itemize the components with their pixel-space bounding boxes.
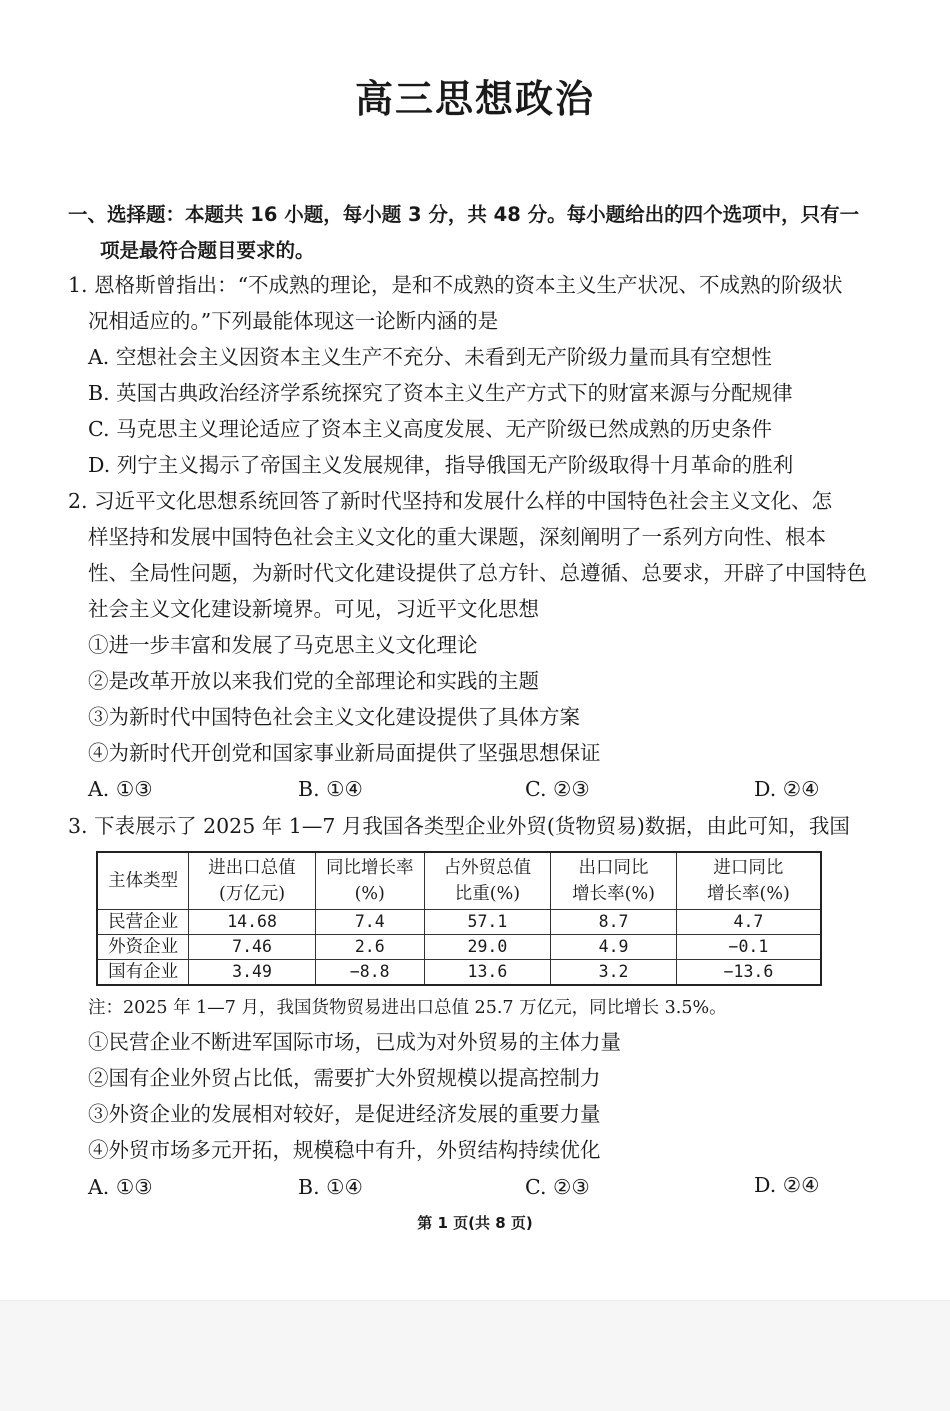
col-header-share: 占外贸总值 比重(%) (424, 852, 551, 910)
q3-choice-a: A. ①③ (88, 1175, 153, 1199)
table-cell: −8.8 (315, 960, 424, 986)
section-heading: 一、选择题：本题共 16 小题，每小题 3 分，共 48 分。每小题给出的四个选项中，只有一 (68, 203, 860, 226)
q1-option-d: D. 列宁主义揭示了帝国主义发展规律，指导俄国无产阶级取得十月革命的胜利 (88, 453, 794, 477)
q1-option-b: B. 英国古典政治经济学系统探究了资本主义生产方式下的财富来源与分配规律 (88, 381, 793, 405)
q1-option-a: A. 空想社会主义因资本主义生产不充分、未看到无产阶级力量而具有空想性 (88, 345, 772, 369)
q2-choice-c: C. ②③ (525, 777, 590, 801)
q2-statement-1: ①进一步丰富和发展了马克思主义文化理论 (88, 633, 478, 657)
q1-stem-line2: 况相适应的。”下列最能体现这一论断内涵的是 (88, 309, 499, 333)
q3-statement-3: ③外资企业的发展相对较好，是促进经济发展的重要力量 (88, 1102, 601, 1126)
q2-stem-line2: 样坚持和发展中国特色社会主义文化的重大课题，深刻阐明了一系列方向性、根本 (88, 525, 826, 549)
table-cell: 29.0 (424, 935, 551, 960)
table-cell: 8.7 (551, 910, 677, 935)
col-header-export: 出口同比 增长率(%) (551, 852, 677, 910)
table-row (97, 960, 821, 986)
table-note: 注：2025 年 1—7 月，我国货物贸易进出口总值 25.7 万亿元，同比增长 3.5%。 (88, 998, 727, 1018)
q2-stem-line4: 社会主义文化建设新境界。可见，习近平文化思想 (88, 597, 539, 621)
page-footer: 第 1 页(共 8 页) (417, 1214, 533, 1232)
table-cell: −13.6 (676, 960, 821, 986)
table-cell: 13.6 (424, 960, 551, 986)
table-cell: 7.4 (315, 910, 424, 935)
table-row (97, 935, 821, 960)
q2-statement-3: ③为新时代中国特色社会主义文化建设提供了具体方案 (88, 705, 580, 729)
q3-statement-4: ④外贸市场多元开拓，规模稳中有升，外贸结构持续优化 (88, 1138, 601, 1162)
q2-choice-a: A. ①③ (88, 777, 153, 801)
q2-statement-4: ④为新时代开创党和国家事业新局面提供了坚强思想保证 (88, 741, 601, 765)
page-bottom-band (0, 1300, 950, 1411)
table-header-row (97, 852, 821, 910)
q2-statement-2: ②是改革开放以来我们党的全部理论和实践的主题 (88, 669, 539, 693)
col-header-import: 进口同比 增长率(%) (676, 852, 821, 910)
q3-stem: 3. 下表展示了 2025 年 1—7 月我国各类型企业外贸(货物贸易)数据，由此可知，我国 (68, 814, 850, 838)
q2-stem-line1: 2. 习近平文化思想系统回答了新时代坚持和发展什么样的中国特色社会主义文化、怎 (68, 489, 833, 513)
table-cell: 14.68 (189, 910, 316, 935)
page-title: 高三思想政治 (354, 76, 595, 121)
q2-stem-line3: 性、全局性问题，为新时代文化建设提供了总方针、总遵循、总要求，开辟了中国特色 (88, 561, 867, 585)
table-row (97, 910, 821, 935)
table-cell: 4.7 (676, 910, 821, 935)
q3-statement-1: ①民营企业不断进军国际市场，已成为对外贸易的主体力量 (88, 1030, 621, 1054)
col-header-total: 进出口总值 (万亿元) (189, 852, 316, 910)
q3-choice-b: B. ①④ (298, 1175, 363, 1199)
table-cell: 7.46 (189, 935, 316, 960)
table-cell: 3.49 (189, 960, 316, 986)
col-header-type: 主体类型 (97, 852, 189, 910)
table-cell: −0.1 (676, 935, 821, 960)
q2-choice-b: B. ①④ (298, 777, 363, 801)
table-cell: 民营企业 (97, 910, 189, 935)
section-heading-cont: 项是最符合题目要求的。 (100, 239, 315, 262)
table-cell: 3.2 (551, 960, 677, 986)
col-header-growth: 同比增长率 (%) (315, 852, 424, 910)
q1-option-c: C. 马克思主义理论适应了资本主义高度发展、无产阶级已然成熟的历史条件 (88, 417, 772, 441)
table-cell: 57.1 (424, 910, 551, 935)
table-cell: 外资企业 (97, 935, 189, 960)
table-cell: 国有企业 (97, 960, 189, 986)
q3-statement-2: ②国有企业外贸占比低，需要扩大外贸规模以提高控制力 (88, 1066, 601, 1090)
q1-stem-line1: 1. 恩格斯曾指出：“不成熟的理论，是和不成熟的资本主义生产状况、不成熟的阶级状 (68, 273, 843, 297)
q3-choice-c: C. ②③ (525, 1175, 590, 1199)
table-cell: 4.9 (551, 935, 677, 960)
q2-choice-d: D. ②④ (754, 777, 820, 801)
trade-data-table (96, 851, 822, 986)
table-cell: 2.6 (315, 935, 424, 960)
q3-choice-d: D. ②④ (754, 1173, 820, 1197)
